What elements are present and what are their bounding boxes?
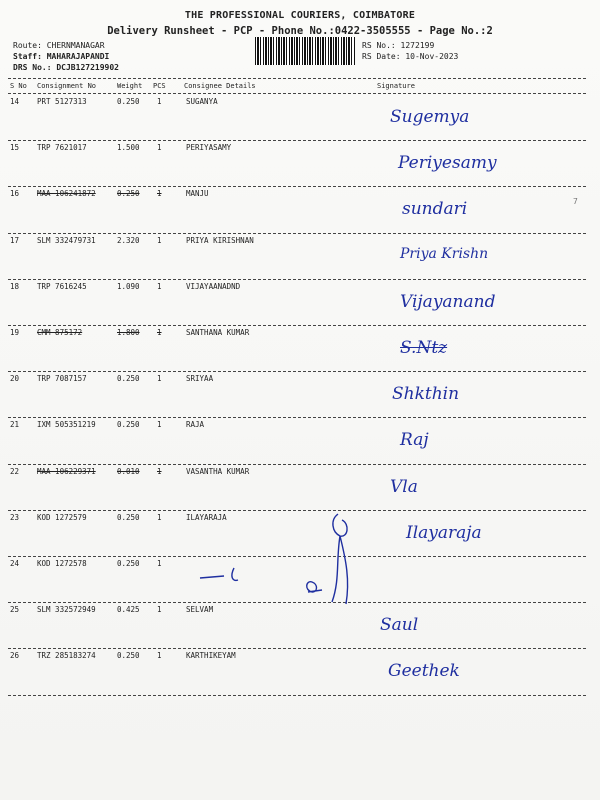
cell-consignee: VASANTHA KUMAR: [186, 466, 250, 476]
signature-17: Priya Krishn: [400, 245, 489, 262]
col-sno: S No: [10, 82, 27, 90]
row-divider: [8, 186, 586, 187]
cell-pcs: 1: [157, 651, 162, 661]
cell-consignment-no: MAA 106229371: [37, 466, 96, 476]
cell-sno: 20: [10, 374, 20, 384]
row-divider: [8, 417, 586, 418]
table-row: [0, 651, 600, 695]
cell-pcs: 1: [157, 605, 162, 615]
cell-sno: 14: [10, 97, 20, 106]
cell-pcs: 1: [157, 143, 162, 153]
cell-consignee: VIJAYAANADND: [186, 281, 241, 291]
row-divider: [8, 371, 586, 372]
cell-pcs: 1: [157, 235, 162, 245]
signature-18: Vijayanand: [400, 291, 496, 312]
col-signature: Signature: [377, 82, 415, 90]
cell-pcs: 1: [157, 97, 162, 106]
cell-sno: 15: [10, 143, 20, 153]
staff-value: MAHARAJAPANDI: [46, 52, 110, 61]
cell-consignment-no: SLM 332572949: [37, 605, 96, 615]
cell-consignment-no: SLM 332479731: [37, 235, 96, 245]
cell-weight: 0.250: [117, 374, 140, 384]
cell-sno: 25: [10, 605, 20, 615]
table-row: [0, 467, 600, 511]
signature-19: S.Ntz: [400, 338, 448, 358]
col-consignee: Consignee Details: [184, 82, 256, 90]
rs-no-value: 1272199: [400, 41, 435, 50]
route-value: CHERNMANAGAR: [46, 41, 105, 50]
signature-25: Saul: [380, 615, 419, 636]
cell-sno: 16: [10, 189, 20, 199]
cell-pcs: 1: [157, 328, 162, 337]
company-title: THE PROFESSIONAL COURIERS, COIMBATORE: [184, 10, 416, 21]
table-row: [0, 97, 600, 141]
cell-consignee: ILAYARAJA: [186, 512, 227, 522]
table-row: [0, 189, 600, 233]
cell-weight: 0.250: [117, 512, 140, 522]
cell-sno: 22: [10, 466, 20, 476]
cell-sno: 19: [10, 328, 20, 337]
rs-date-label: RS Date:: [362, 52, 401, 61]
cell-consignment-no: TRP 7087157: [37, 374, 87, 384]
cell-weight: 2.320: [117, 235, 140, 245]
drs-value: DCJB127219902: [56, 63, 119, 72]
table-row: [0, 143, 600, 187]
row-divider: [8, 140, 586, 141]
cell-weight: 0.250: [117, 97, 140, 106]
cell-consignee: SRIYAA: [186, 374, 214, 384]
cell-consignment-no: TRZ 285183274: [37, 651, 96, 661]
cell-sno: 21: [10, 420, 20, 430]
cell-weight: 1.090: [117, 281, 140, 291]
cell-consignee: SELVAM: [186, 605, 214, 615]
cell-pcs: 1: [157, 559, 162, 568]
col-consignment: Consignment No: [37, 82, 97, 90]
cell-consignment-no: TRP 7621017: [37, 143, 87, 153]
row-divider: [8, 233, 586, 234]
row-divider: [8, 464, 586, 465]
cell-pcs: 1: [157, 420, 162, 430]
header-divider-bottom: [8, 93, 586, 94]
cell-consignee: SUGANYA: [186, 97, 218, 106]
row-divider: [8, 325, 586, 326]
cell-consignee: PERIYASAMY: [186, 143, 232, 153]
table-row: [0, 420, 600, 464]
signature-21: Raj: [400, 430, 429, 451]
cell-sno: 18: [10, 281, 20, 291]
cell-weight: 0.250: [117, 651, 140, 661]
table-row: [0, 374, 600, 418]
cell-pcs: 1: [157, 281, 162, 291]
col-pcs: PCS: [153, 82, 166, 90]
table-row: [0, 605, 600, 649]
margin-mark: 7: [573, 197, 578, 206]
cell-weight: 0.010: [117, 466, 140, 476]
cell-consignee: PRIYA KIRISHNAN: [186, 235, 254, 245]
runsheet-title: Delivery Runsheet - PCP - Phone No.:0422-3505555 - Page No.:2: [107, 25, 493, 37]
signature-26: Geethek: [388, 661, 460, 682]
ink-scribble: [190, 510, 370, 610]
signature-23: Ilayaraja: [406, 522, 482, 543]
rs-date-line: [362, 51, 458, 62]
cell-sno: 24: [10, 559, 20, 568]
cell-consignee: KARTHIKEYAM: [186, 651, 236, 661]
col-weight: Weight: [117, 82, 143, 90]
cell-pcs: 1: [157, 512, 162, 522]
signature-22: Vla: [390, 476, 418, 497]
table-row: [0, 328, 600, 372]
rs-no-line: [362, 40, 434, 51]
cell-pcs: 1: [157, 466, 162, 476]
route-label: Route:: [13, 41, 42, 50]
cell-consignment-no: MAA 106241872: [37, 189, 96, 199]
cell-consignment-no: CMM 875172: [37, 328, 83, 337]
cell-sno: 23: [10, 512, 20, 522]
route-line: [13, 40, 105, 51]
drs-label: DRS No.:: [13, 63, 52, 72]
cell-consignee: RAJA: [186, 420, 205, 430]
row-divider: [8, 279, 586, 280]
cell-consignee: MANJU: [186, 189, 209, 199]
rs-date-value: 10-Nov-2023: [405, 52, 459, 61]
cell-pcs: 1: [157, 374, 162, 384]
table-row: [0, 236, 600, 280]
drs-line: [13, 62, 119, 73]
signature-14: Sugemya: [390, 107, 470, 127]
cell-weight: 0.250: [117, 420, 140, 430]
row-divider: [8, 648, 586, 649]
cell-consignment-no: IXM 505351219: [37, 420, 96, 430]
cell-weight: 0.250: [117, 189, 140, 199]
row-divider: [8, 695, 586, 696]
cell-consignment-no: KOD 1272578: [37, 559, 87, 568]
cell-weight: 1.800: [117, 328, 140, 337]
signature-16: sundari: [402, 199, 468, 220]
cell-sno: 17: [10, 235, 20, 245]
signature-20: Shkthin: [392, 384, 460, 405]
cell-consignee: SANTHANA KUMAR: [186, 328, 250, 337]
rs-no-label: RS No.:: [362, 41, 396, 50]
cell-weight: 0.250: [117, 559, 140, 568]
signature-15: Periyesamy: [398, 153, 497, 174]
barcode: [255, 37, 355, 65]
header-divider-top: [8, 78, 586, 79]
table-row: [0, 282, 600, 326]
cell-consignment-no: KOD 1272579: [37, 512, 87, 522]
cell-sno: 26: [10, 651, 20, 661]
cell-pcs: 1: [157, 189, 162, 199]
cell-consignment-no: PRT 5127313: [37, 97, 87, 106]
cell-weight: 0.425: [117, 605, 140, 615]
staff-label: Staff:: [13, 52, 42, 61]
cell-consignment-no: TRP 7616245: [37, 281, 87, 291]
staff-line: [13, 51, 109, 62]
cell-weight: 1.500: [117, 143, 140, 153]
